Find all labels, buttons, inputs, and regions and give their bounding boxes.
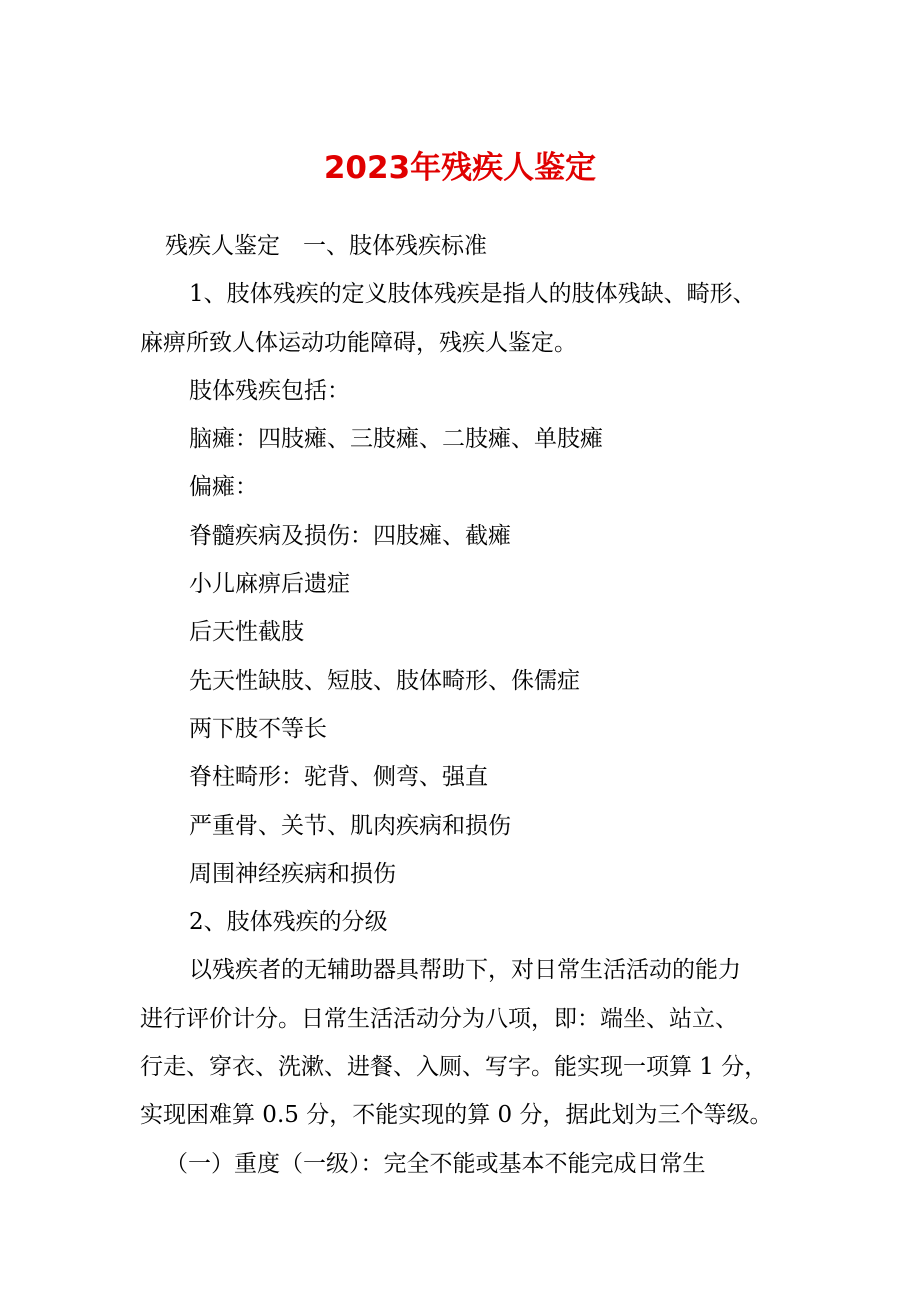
list-item: 两下肢不等长 bbox=[189, 715, 327, 742]
paragraph-definition-line-1: 1、肢体残疾的定义肢体残疾是指人的肢体残缺、畸形、 bbox=[189, 281, 756, 308]
list-item: 周围神经疾病和损伤 bbox=[189, 860, 396, 887]
document-title: 2023年残疾人鉴定 bbox=[323, 150, 597, 186]
document-body bbox=[140, 222, 800, 1188]
paragraph-grading-line-4: 实现困难算 0.5 分，不能实现的算 0 分，据此划为三个等级。 bbox=[140, 1102, 773, 1129]
list-item: 脊柱畸形：驼背、侧弯、强直 bbox=[189, 764, 488, 791]
list-item: 先天性缺肢、短肢、肢体畸形、侏儒症 bbox=[189, 667, 580, 694]
paragraph-grading bbox=[140, 946, 800, 1139]
paragraph-grading-line-1: 以残疾者的无辅助器具帮助下，对日常生活活动的能力 bbox=[189, 957, 741, 984]
list-item: 严重骨、关节、肌肉疾病和损伤 bbox=[189, 812, 511, 839]
list-item: 后天性截肢 bbox=[189, 619, 304, 646]
paragraph-grading-line-3: 行走、穿衣、洗漱、进餐、入厕、写字。能实现一项算 1 分， bbox=[140, 1054, 768, 1081]
list-item: 脑瘫：四肢瘫、三肢瘫、二肢瘫、单肢瘫 bbox=[189, 426, 603, 453]
paragraph-severe-grade: （一）重度（一级）：完全不能或基本不能完成日常生 bbox=[165, 1150, 706, 1177]
list-heading: 肢体残疾包括： bbox=[189, 377, 350, 404]
paragraph-grading-line-2: 进行评价计分。日常生活活动分为八项，即：端坐、站立、 bbox=[140, 1005, 738, 1032]
paragraph-definition bbox=[140, 270, 800, 367]
list-item: 小儿麻痹后遗症 bbox=[189, 571, 350, 598]
list-item: 脊髓疾病及损伤：四肢瘫、截瘫 bbox=[189, 522, 511, 549]
paragraph-intro: 残疾人鉴定 一、肢体残疾标准 bbox=[165, 233, 487, 259]
paragraph-definition-line-2: 麻痹所致人体运动功能障碍，残疾人鉴定。 bbox=[140, 329, 577, 356]
section-heading: 2、肢体残疾的分级 bbox=[189, 909, 388, 936]
list-item: 偏瘫： bbox=[189, 474, 258, 501]
